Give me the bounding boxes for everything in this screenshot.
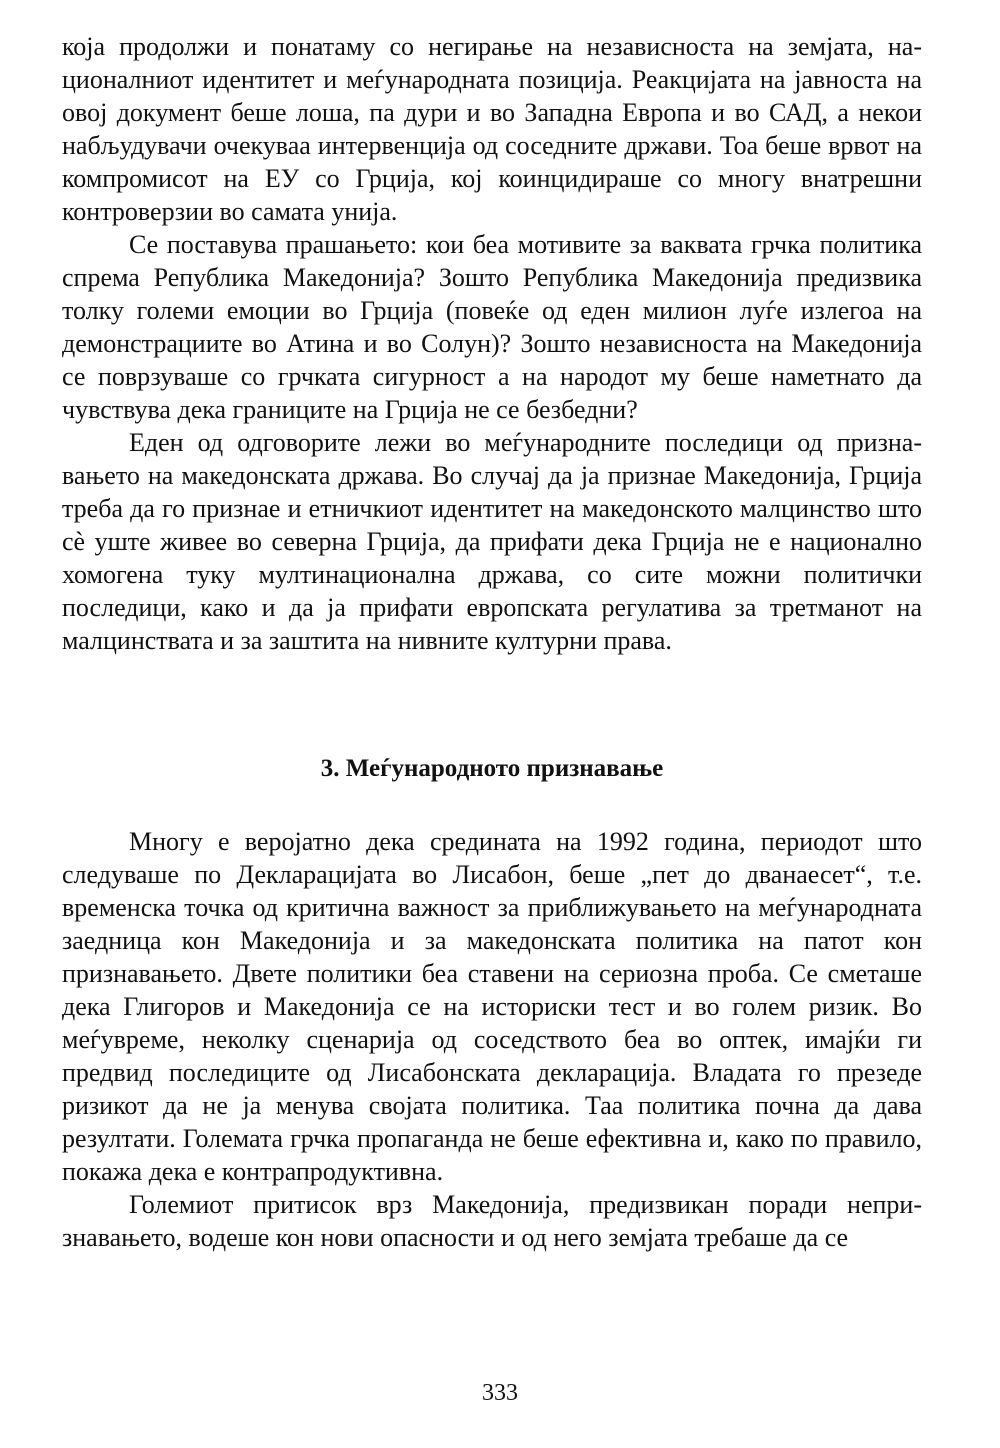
paragraph-1: која продолжи и понатаму со негирање на независноста на земјата, националниот идентитет и меѓународната позиција. Реакцијата на јавноста на овој документ беше лоша, па дури и во Западна Европа и во САД, а некои набљудувачи очекуваа интервенција од соседните држави. Тоа беше врвот на компромисот на ЕУ со Грција, кој коинцидираше со многу внатрешни контроверзии во самата унија. [62,32,922,226]
page-number: 333 [482,1380,518,1406]
page-body [62,30,922,1254]
paragraph-4: Многу е веројатно дека средината на 1992 година, периодот што следуваше по Декларацијата во Лисабон, беше „пет до дванаесет“, т.е. временска точка од критична важност за приближувањето на меѓународната заедница кон Македонија и за македонската политика на патот кон признавањето. Двете политики беа ставени на сериозна проба. Се сметаше дека Глигоров и Македонија се на историски тест и во голем ризик. Во меѓувреме, неколку сценарија од соседството беа во оптек, имајќи ги предвид последиците од Лисабонската декларација. Владата го презеде ризикот да не ја менува својата политика. Таа политика почна да дава резултати. Големата грчка пропаганда не беше ефективна и, како по правило, покажа дека е контрапродуктивна. [62,827,922,1186]
paragraph-2: Се поставува прашањето: кои беа мотивите за ваквата грчка политика спрема Република Македонија? Зошто Република Македонија предизвика толку големи емоции во Грција (повеќе од еден милион луѓе излегоа на демонстрациите во Атина и во Солун)? Зошто независноста на Македонија се поврзуваше со грчката сигурност а на народот му беше наметнато да чувствува дека границите на Грција не се безбедни? [62,230,922,424]
paragraph-3: Еден од одговорите лежи во меѓународните последици од признавањето на македонската држава. Во случај да ја признае Македонија, Грција треба да го признае и етничкиот идентитет на македонското малцинство што сè уште живее во северна Грција, да прифати дека Грција не е национално хомогена туку мултинационална држава, со сите можни политички последици, како и да ја прифати европската регулатива за третманот на малцинствата и за заштита на нивните културни права. [62,428,922,655]
section-heading: 3. Меѓународното признавање [320,755,664,782]
paragraph-5: Големиот притисок врз Македонија, предизвикан поради непризнавањето, водеше кон нови опасности и од него земјата требаше да се [62,1190,922,1252]
